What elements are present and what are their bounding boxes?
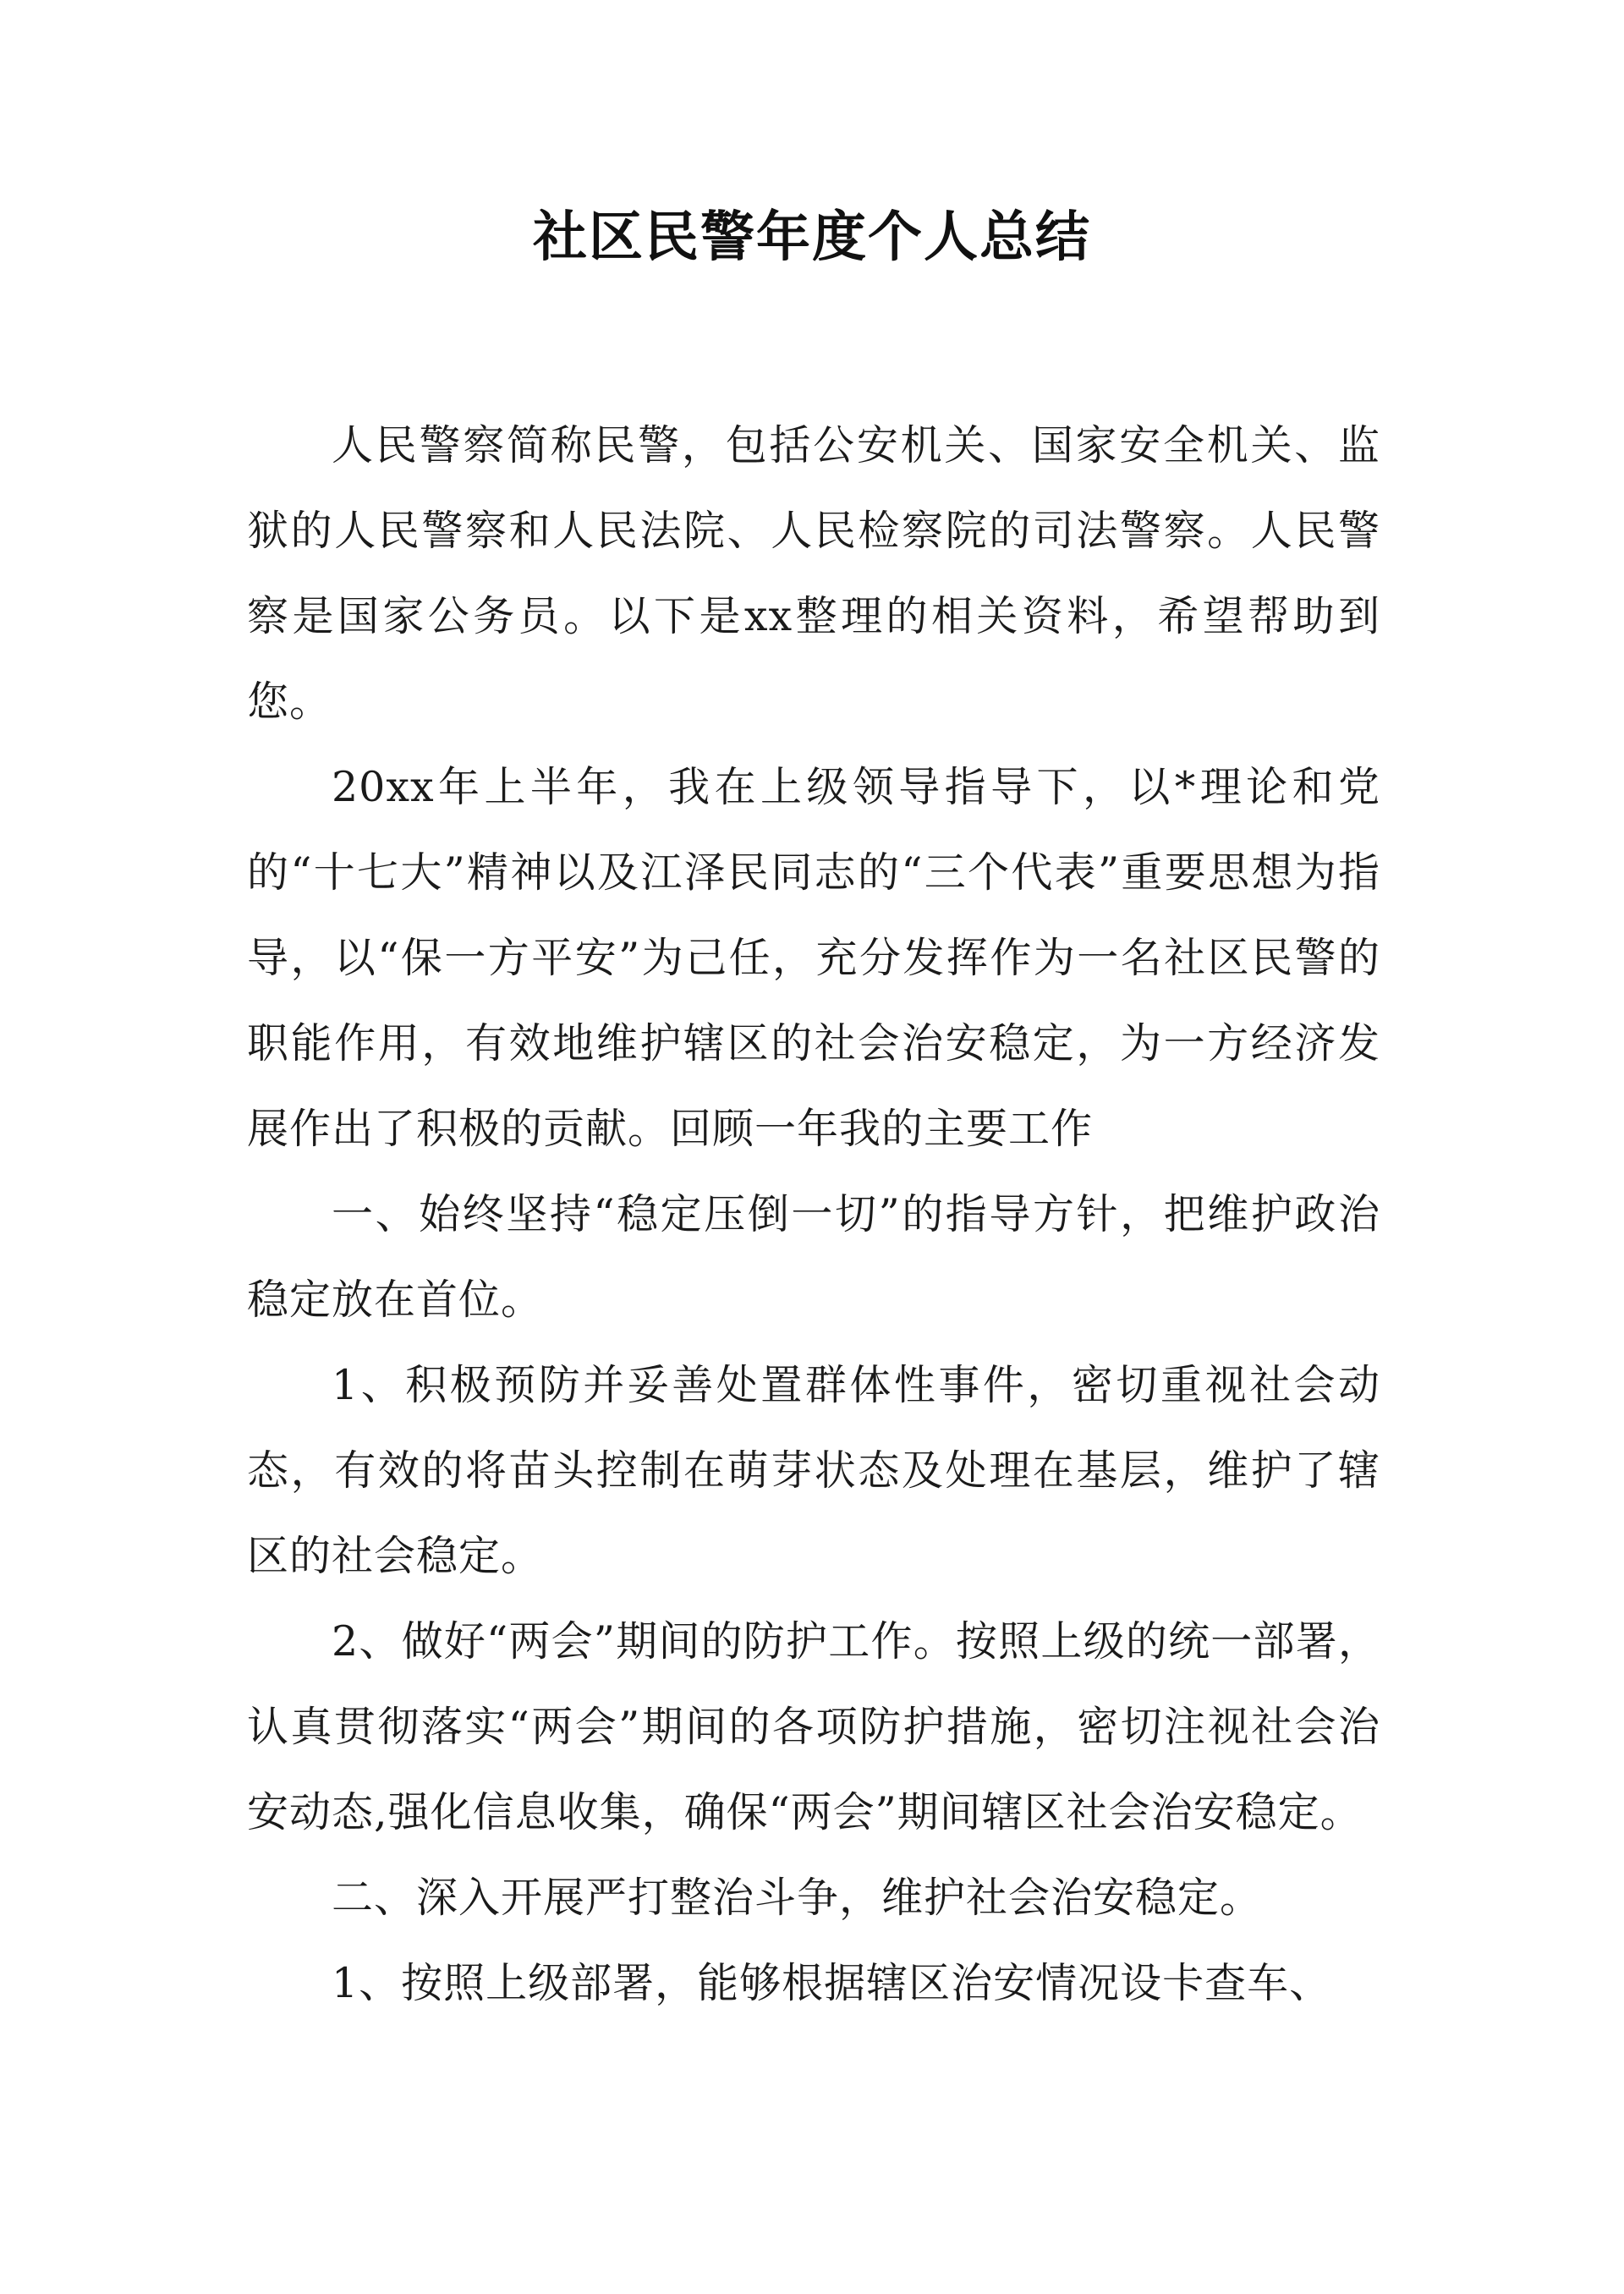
- paragraph-overview: 20xx年上半年，我在上级领导指导下，以*理论和党的“十七大”精神以及江泽民同志的“三个代表”重要思想为指导，以“保一方平安”为己任，充分发挥作为一名社区民警的职能作用，有效地维护辖区的社会治安稳定，为一方经济发展作出了积极的贡献。回顾一年我的主要工作: [247, 763, 1380, 1153]
- paragraph-item-1-2: 2、做好“两会”期间的防护工作。按照上级的统一部署，认真贯彻落实“两会”期间的各项防护措施，密切注视社会治安动态,强化信息收集，确保“两会”期间辖区社会治安稳定。: [247, 1617, 1380, 1836]
- document-body: [247, 403, 1380, 2026]
- paragraph-item-2-1: 1、按照上级部署，能够根据辖区治安情况设卡查车、: [332, 1959, 1332, 2007]
- section-heading-1: 一、始终坚持“稳定压倒一切”的指导方针，把维护政治稳定放在首位。: [247, 1190, 1380, 1324]
- paragraph-intro: 人民警察简称民警，包括公安机关、国家安全机关、监狱的人民警察和人民法院、人民检察院的司法警察。人民警察是国家公务员。以下是xx整理的相关资料，希望帮助到您。: [247, 421, 1380, 726]
- paragraph-item-1-1: 1、积极预防并妥善处置群体性事件，密切重视社会动态，有效的将苗头控制在萌芽状态及处理在基层，维护了辖区的社会稳定。: [247, 1361, 1380, 1580]
- section-heading-2: 二、深入开展严打整治斗争，维护社会治安稳定。: [332, 1874, 1263, 1922]
- document-title: 社区民警年度个人总结: [533, 206, 1091, 269]
